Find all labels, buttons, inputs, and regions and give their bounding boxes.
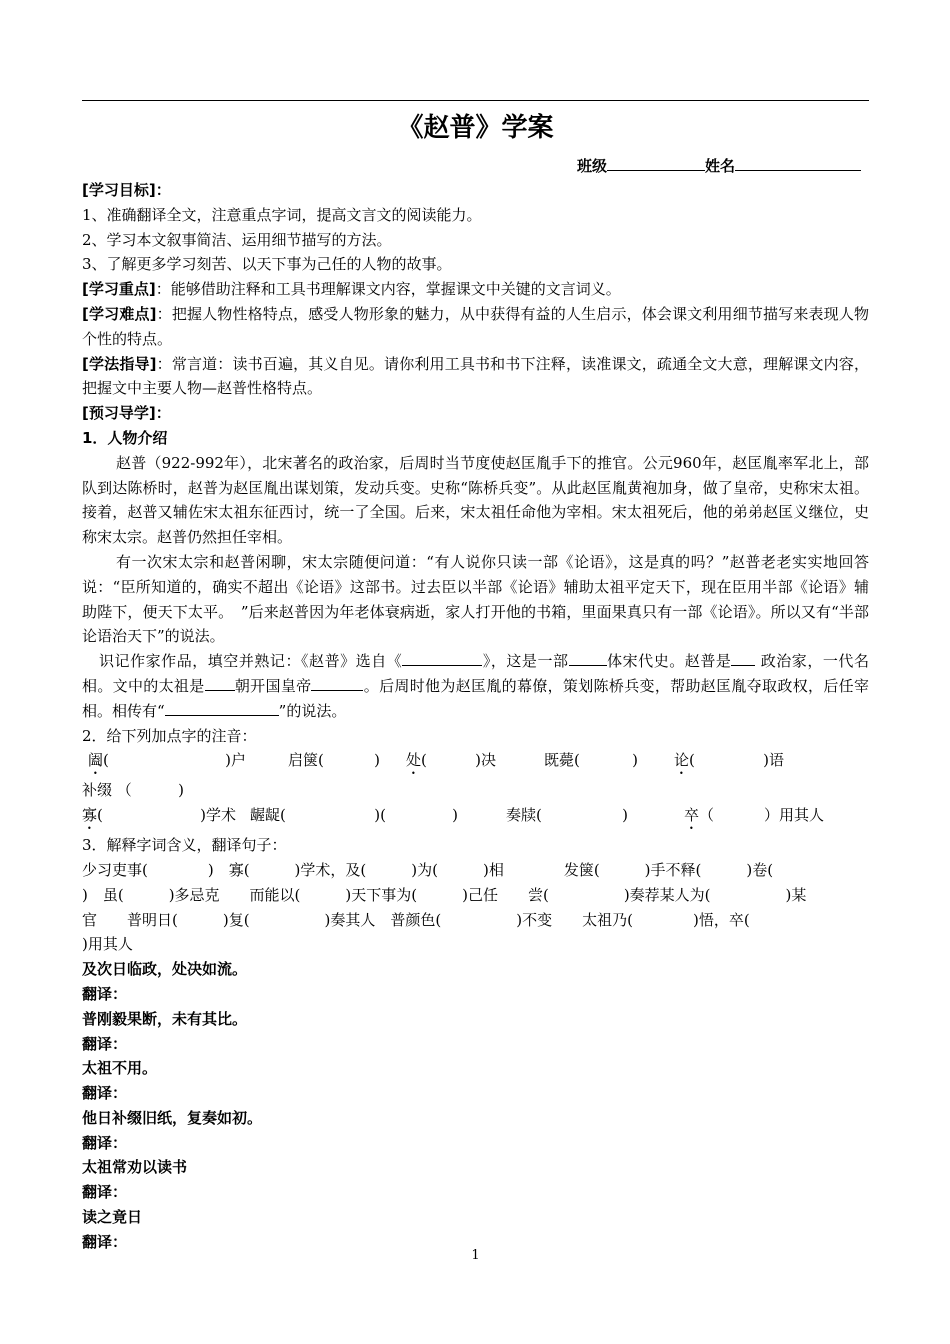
class-blank[interactable] bbox=[607, 154, 705, 171]
student-info bbox=[577, 154, 861, 178]
name-label: 姓名 bbox=[704, 157, 735, 175]
pinyin-row bbox=[82, 803, 869, 833]
section1-title: 1．人物介绍 bbox=[82, 428, 168, 447]
pinyin-char: ) bbox=[178, 781, 184, 800]
goal-item: 1、准确翻译全文，注意重点字词，提高文言文的阅读能力。 bbox=[82, 205, 482, 224]
fill-text: 。后周时他为赵匡胤的幕僚，策划陈桥兵变，帮助赵匡胤夺取政权，后任宰相。相传有“ bbox=[82, 676, 869, 720]
fill-blank-genre[interactable] bbox=[569, 650, 607, 666]
fill-blank-source[interactable] bbox=[402, 650, 482, 666]
pinyin-char: 阖( bbox=[88, 751, 109, 770]
fill-text: 识记作家作品，填空并熟记：《赵普》选自《 bbox=[99, 652, 403, 671]
fill-blank-era[interactable] bbox=[205, 675, 235, 691]
pinyin-char: 补缀 （ bbox=[82, 781, 132, 800]
pinyin-row bbox=[82, 778, 869, 803]
translation-sentence: 读之竟日 bbox=[82, 1208, 143, 1227]
pinyin-char: ) bbox=[622, 806, 628, 825]
pinyin-char: ) bbox=[452, 806, 458, 825]
words-line: 官 普明日( )复( )奏其人 普颜色( )不变 太祖乃( )悟，卒( bbox=[82, 910, 750, 929]
pinyin-char: ）用其人 bbox=[763, 806, 824, 825]
pinyin-title: 2．给下列加点字的注音： bbox=[82, 726, 257, 745]
page-title: 《赵普》学案 bbox=[397, 113, 554, 143]
fill-blank-saying[interactable] bbox=[165, 700, 279, 716]
translation-sentence: 普刚毅果断，未有其比。 bbox=[82, 1009, 248, 1028]
pinyin-row bbox=[82, 748, 869, 778]
pinyin-char: 既薨( bbox=[544, 751, 580, 770]
translation-sentence: 太祖常劝以读书 bbox=[82, 1158, 188, 1177]
fill-blank-dynasty[interactable] bbox=[731, 650, 755, 666]
translation-sentence: 及次日临政，处决如流。 bbox=[82, 960, 248, 979]
fill-blank-emperor[interactable] bbox=[311, 675, 363, 691]
pinyin-char: )语 bbox=[763, 751, 784, 770]
pinyin-char: )( bbox=[374, 806, 386, 825]
translation-label: 翻译： bbox=[82, 1133, 128, 1152]
preview-heading: [预习导学]： bbox=[82, 404, 171, 423]
words-line: ) 虽( )多忌克 而能以( )天下事为( )己任 尝( )奏荐某人为( )某 bbox=[82, 885, 807, 904]
pinyin-char: )学术 bbox=[200, 806, 236, 825]
class-label: 班级 bbox=[576, 157, 607, 175]
difficulty-label: [学习难点] bbox=[82, 304, 157, 323]
difficulty-paragraph bbox=[82, 302, 869, 352]
difficulty-text: ：把握人物性格特点，感受人物形象的魅力，从中获得有益的人生启示，体会课文利用细节描写来表现人物个性的特点。 bbox=[82, 304, 869, 348]
method-text: ：常言道：读书百遍，其义自见。请你利用工具书和书下注释，读准课文，疏通全文大意，理解课文内容，把握文中主要人物—赵普性格特点。 bbox=[82, 354, 869, 398]
translation-label: 翻译： bbox=[82, 1232, 128, 1251]
pinyin-char: ) bbox=[632, 751, 638, 770]
fill-text: 体宋代史。赵普是 bbox=[606, 652, 732, 671]
pinyin-char: 寡( bbox=[82, 806, 103, 825]
goal-item: 3、了解更多学习刻苦、以天下事为己任的人物的故事。 bbox=[82, 255, 452, 274]
bio-paragraph-2: 有一次宋太宗和赵普闲聊，宋太宗随便问道：“有人说你只读一部《论语》，这是真的吗？”赵普老老实实地回答说：“臣所知道的，确实不超出《论语》这部书。过去臣以半部《论语》辅助太祖平定天下，现在臣用半部《论语》辅助陛下，便天下太平。 ”后来赵普因为年老体衰病逝，家人打开他的书箱，里面果真只有一部《论语》。所以又有“半部论语治天下”的说法。 bbox=[82, 552, 869, 646]
translation-label: 翻译： bbox=[82, 1084, 128, 1103]
words-line: )用其人 bbox=[82, 935, 133, 954]
pinyin-char: )决 bbox=[475, 751, 496, 770]
name-blank[interactable] bbox=[735, 154, 861, 171]
fill-text: ”的说法。 bbox=[278, 701, 347, 720]
pinyin-char: 奏牍( bbox=[506, 806, 542, 825]
translation-sentence: 太祖不用。 bbox=[82, 1059, 158, 1078]
top-rule bbox=[82, 100, 869, 101]
pinyin-char: 处( bbox=[406, 751, 427, 770]
pinyin-char: )户 bbox=[225, 751, 246, 770]
translation-label: 翻译： bbox=[82, 1183, 128, 1202]
pinyin-char: ) bbox=[374, 751, 380, 770]
document-page bbox=[82, 0, 869, 1344]
page-number: 1 bbox=[471, 1248, 480, 1263]
focus-paragraph bbox=[82, 277, 869, 302]
pinyin-char: 卒（ bbox=[684, 806, 715, 825]
pinyin-char: 龌龊( bbox=[250, 806, 286, 825]
focus-label: [学习重点] bbox=[82, 280, 156, 299]
focus-text: ：能够借助注释和工具书理解课文内容，掌握课文中关键的文言词义。 bbox=[155, 280, 621, 299]
method-label: [学法指导] bbox=[82, 354, 157, 373]
pinyin-char: 论( bbox=[674, 751, 695, 770]
goals-heading: [学习目标]： bbox=[82, 181, 171, 199]
words-line: 少习吏事( ) 寡( )学术，及( )为( )相 发箧( )手不释( )卷( bbox=[82, 860, 774, 879]
pinyin-char: 启箧( bbox=[288, 751, 324, 770]
fill-text: 政治家，一代名相。文中的太祖是 bbox=[82, 652, 869, 695]
words-title: 3．解释字词含义，翻译句子： bbox=[82, 836, 287, 855]
translation-label: 翻译： bbox=[82, 984, 128, 1003]
translation-label: 翻译： bbox=[82, 1034, 128, 1053]
document-body bbox=[82, 178, 869, 1255]
translation-sentence: 他日补缀旧纸，复奏如初。 bbox=[82, 1108, 263, 1127]
fill-text: 》，这是一部 bbox=[482, 652, 569, 671]
bio-paragraph-1: 赵普（922-992年），北宋著名的政治家，后周时当节度使赵匡胤手下的推官。公元960年，赵匡胤率军北上，部队到达陈桥时，赵普为赵匡胤出谋划策，发动兵变。史称“陈桥兵变”。从此赵匡胤黄袍加身，做了皇帝，史称宋太祖。接着，赵普又辅佐宋太祖东征西讨，统一了全国。后来，宋太祖任命他为宰相。宋太祖死后，他的弟弟赵匡义继位，史称宋太宗。赵普仍然担任宰相。 bbox=[82, 453, 869, 547]
fill-text: 朝开国皇帝 bbox=[234, 676, 312, 695]
method-paragraph bbox=[82, 352, 869, 402]
fill-in-paragraph bbox=[82, 649, 869, 723]
goal-item: 2、学习本文叙事简洁、运用细节描写的方法。 bbox=[82, 230, 392, 249]
